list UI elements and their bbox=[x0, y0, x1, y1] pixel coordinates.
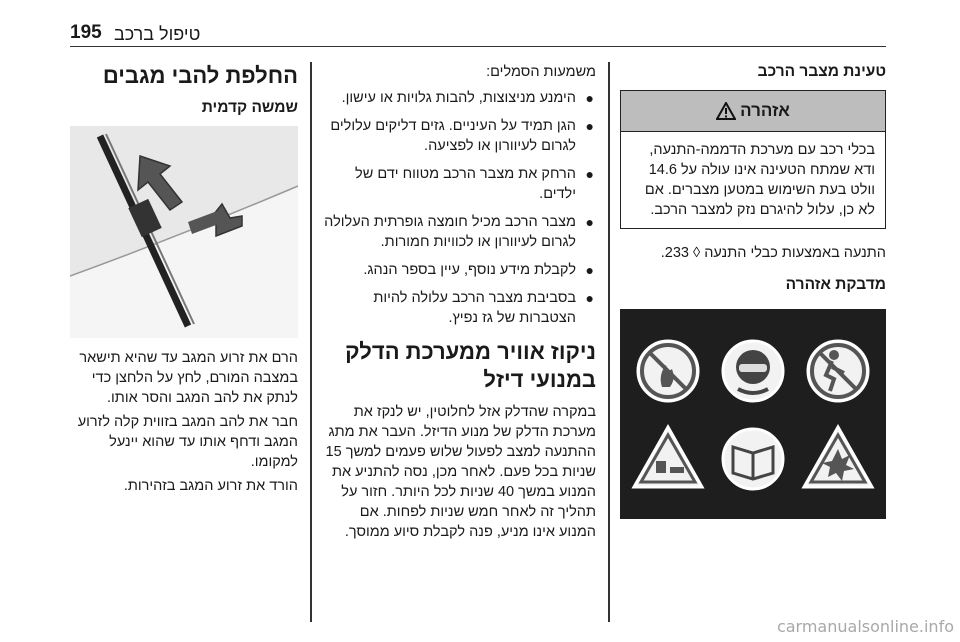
eye-protection-icon bbox=[723, 341, 783, 401]
wiper-blade-illustration bbox=[70, 126, 298, 338]
diesel-bleed-title: ניקוז אוויר ממערכת הדלק במנועי דיזל bbox=[345, 339, 596, 392]
list-item: ● הרחק את מצבר הרכב מטווח ידם של ילדים. bbox=[355, 166, 594, 202]
windscreen-subtitle: שמשה קדמית bbox=[201, 99, 298, 116]
warning-stickers-illustration bbox=[620, 309, 886, 519]
warning-box bbox=[620, 90, 886, 229]
jump-start-reference: התנעה באמצעות כבלי התנעה ◊ 233. bbox=[660, 245, 886, 261]
page-header bbox=[70, 0, 886, 47]
bullet-icon: ● bbox=[585, 118, 594, 134]
middle-column bbox=[320, 62, 596, 542]
watermark: carmanualsonline.info bbox=[776, 617, 954, 636]
list-item: ● מצבר הרכב מכיל חומצה גופרתית העלולה לגרום לעיוורון או לכוויות חמורות. bbox=[324, 214, 594, 250]
wiper-step-3: הורד את זרוע המגב בזהירות. bbox=[123, 478, 298, 494]
list-item: ● בסביבת מצבר הרכב עלולה להיות הצטברות של גז נפיץ. bbox=[373, 290, 594, 326]
warning-heading: אזהרה bbox=[740, 101, 790, 120]
no-smoking-flame-icon bbox=[638, 341, 698, 401]
sticker-title: מדבקת אזהרה bbox=[785, 276, 886, 293]
battery-charging-title: טעינת מצבר הרכב bbox=[757, 63, 886, 80]
wiper-step-2: חבר את להב המגב בזווית קלה לזרוע המגב ודחף אותו עד שהוא יינעל למקומו. bbox=[77, 414, 298, 470]
list-item: ● הגן תמיד על העיניים. גזים דליקים עלולים לגרום לעיוורון או לפציעה. bbox=[330, 118, 594, 154]
list-item: ● לקבלת מידע נוסף, עיין בספר הנהג. bbox=[363, 262, 594, 278]
warning-triangle-icon bbox=[716, 102, 736, 120]
column-divider-left bbox=[310, 62, 312, 622]
symbols-list bbox=[320, 88, 596, 328]
bullet-icon: ● bbox=[585, 262, 594, 278]
list-item: ● הימנע מניצוצות, להבות גלויות או עישון. bbox=[341, 90, 594, 106]
warning-sticker-panel bbox=[620, 309, 886, 519]
left-column bbox=[70, 62, 298, 496]
bullet-icon: ● bbox=[585, 90, 594, 106]
wiper-blades-title: החלפת להבי מגבים bbox=[102, 63, 298, 88]
acid-hazard-icon bbox=[634, 427, 702, 487]
explosion-hazard-icon bbox=[804, 427, 872, 487]
diesel-bleed-paragraph: במקרה שהדלק אזל לחלוטין, יש לנקז את מערכת הדלק של מנוע הדיזל. העבר את מתג ההתנעה למצב לפעול שלוש פעמים למשך 15 שניות בכל פעם. לאחר מכן, נסה להתניע את המנוע במשך 40 שניות לכל היותר. חזור על תהליך זה לאחר חמש שניות לפחות. אם המנוע אינו מניע, פנה לקבלת סיוע ממוסך. bbox=[325, 404, 596, 540]
bullet-icon: ● bbox=[585, 166, 594, 182]
column-divider-right bbox=[608, 62, 610, 622]
read-manual-icon bbox=[723, 429, 783, 489]
right-column bbox=[620, 62, 886, 519]
bullet-icon: ● bbox=[585, 290, 594, 306]
symbols-intro: משמעות הסמלים: bbox=[486, 64, 596, 80]
warning-header bbox=[621, 91, 885, 132]
keep-children-away-icon bbox=[808, 341, 868, 401]
section-name: טיפול ברכב bbox=[114, 24, 201, 44]
bullet-icon: ● bbox=[585, 214, 594, 230]
page-number: 195 bbox=[70, 22, 102, 43]
warning-body: בכלי רכב עם מערכת הדממה-התנעה, ודא שמתח הטעינה אינו עולה על 14.6 וולט בעת השימוש במטען מצברים. אם לא כן, עלול להיגרם נזק למצבר הרכב. bbox=[644, 142, 875, 218]
wiper-step-1: הרם את זרוע המגב עד שהיא תישאר במצבה המורם, לחץ על הלחצן כדי לנתק את להב המגב והסר אותו. bbox=[79, 350, 298, 406]
